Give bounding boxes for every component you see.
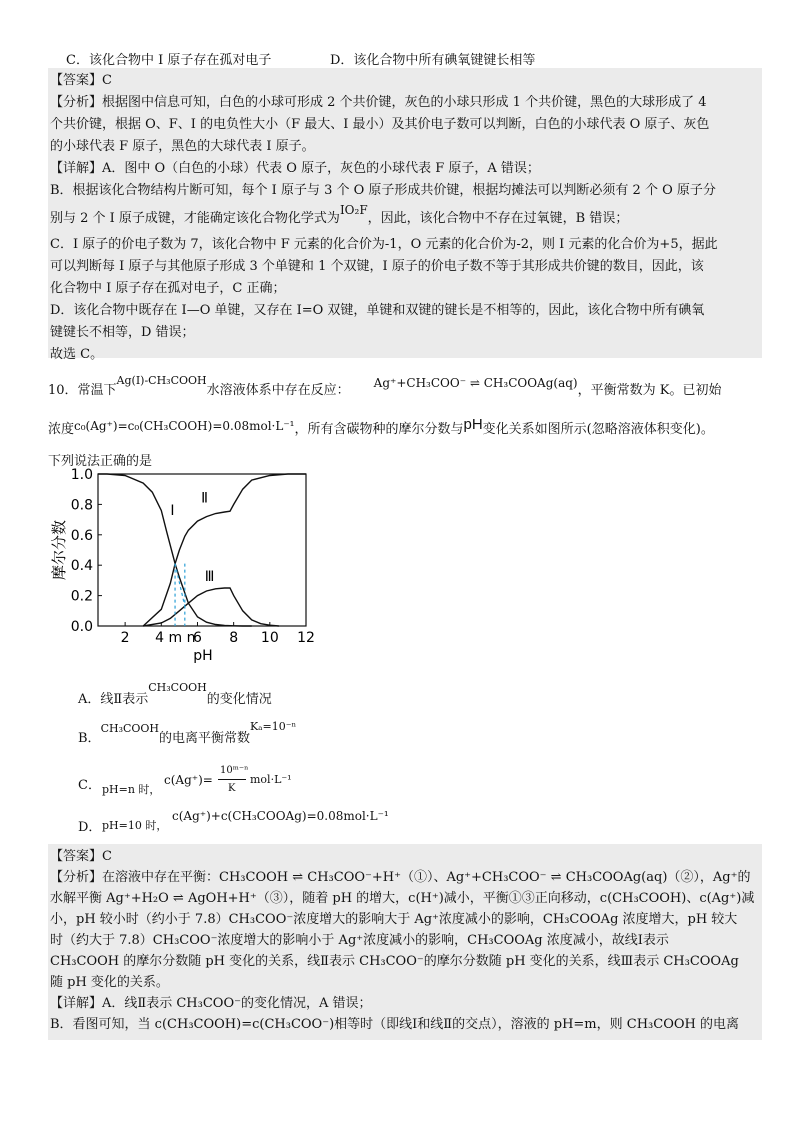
q9-detail-a: 【详解】A．图中 O（白色的小球）代表 O 原子，灰色的小球代表 F 原子，A 错误； — [50, 161, 540, 176]
option-a — [78, 680, 272, 717]
x-tick-label: 10 — [260, 630, 279, 646]
x-tick-label: 12 — [297, 630, 315, 646]
option-c-lhs: c(Ag⁺)= — [164, 773, 213, 787]
series-line-2 — [143, 474, 306, 626]
q9-solution-block — [48, 68, 762, 362]
x-tick-label-4mn: 4 m n — [155, 630, 196, 646]
q9-detail-d: 键键长不相等，D 错误； — [50, 325, 195, 340]
q9-detail-b2: 别与 2 个 I 原子成键，才能确定该化合物化学式为 — [50, 211, 340, 226]
q10-text: 浓度 — [48, 422, 75, 437]
question-number: 10．常温下 — [48, 383, 117, 398]
x-tick-label: 2 — [120, 630, 130, 646]
option-c-cond: pH=n 时， — [102, 783, 161, 796]
q10-ph: pH — [463, 416, 483, 433]
y-tick-label: 0.6 — [70, 527, 93, 544]
q10-detail-b: B．看图可知，当 c(CH₃COOH)=c(CH₃COO⁻)相等时（即线Ⅰ和线Ⅱ的交点），溶液的 pH=m，则 CH₃COOH 的电离 — [50, 1017, 739, 1032]
option-a-formula: CH₃COOH — [148, 680, 207, 694]
y-tick-label: 0.0 — [70, 619, 93, 635]
series-line-3 — [143, 588, 279, 626]
q9-detail-c: 可以判断每 I 原子与其他原子形成 3 个单键和 1 个双键，I 原子的价电子数不等于其形成共价键的数目，因此，该 — [50, 259, 704, 274]
series-line-1 — [98, 474, 252, 626]
q10-system: Ag(Ⅰ)-CH₃COOH — [116, 373, 207, 387]
option-d-cond: pH=10 时， — [102, 819, 168, 832]
q9-analysis-line: 个共价键，根据 O、F、I 的电负性大小（F 最大、I 最小）及其价电子数可以判断，白色的小球代表 O 原子、灰色 — [50, 117, 710, 132]
option-a-text: 的变化情况 — [206, 692, 272, 707]
option-b-expr: Kₐ=10⁻ⁿ — [250, 719, 297, 733]
q10-analysis-line: 时（约大于 7.8）CH₃COO⁻浓度增大的影响小于 Ag⁺浓度减小的影响，CH₃COOAg 浓度减小，故线Ⅰ表示 — [50, 933, 669, 948]
formula-io2f: IO₂F — [339, 203, 368, 217]
mole-fraction-chart — [44, 464, 324, 674]
q9-choice: 故选 C。 — [50, 347, 104, 362]
y-tick-label: 0.2 — [70, 588, 93, 605]
option-a-label: A．线Ⅱ表示 — [78, 692, 149, 707]
option-c-label: C． — [78, 778, 101, 793]
fraction-bar — [218, 779, 246, 780]
x-tick-label: 8 — [229, 630, 239, 646]
series-label-3: Ⅲ — [204, 568, 215, 585]
q10-analysis-line: 随 pH 变化的关系。 — [50, 975, 169, 990]
y-tick-label: 1.0 — [70, 467, 93, 483]
q10-line2 — [48, 414, 714, 444]
q9-detail-c: C．I 原子的价电子数为 7，该化合物中 F 元素的化合价为-1，O 元素的化合价为-2，则 I 元素的化合价为+5，据此 — [50, 237, 718, 252]
q10-equation: Ag⁺+CH₃COO⁻ ⇌ CH₃COOAg(aq) — [373, 375, 578, 390]
option-c-unit: mol·L⁻¹ — [250, 773, 292, 786]
q9-detail-c: 化合物中 I 原子存在孤对电子，C 正确； — [50, 281, 286, 296]
option-d-prev: D．该化合物中所有碘氧键键长相等 — [330, 53, 536, 68]
option-c-numerator: 10ᵐ⁻ⁿ — [220, 765, 249, 776]
q10-line1 — [48, 373, 722, 406]
q9-detail-b: B．根据该化合物结构片断可知，每个 I 原子与 3 个 O 原子形成共价键，根据均摊法可以判断必须有 2 个 O 原子分 — [50, 183, 716, 198]
option-c-prev: C．该化合物中 I 原子存在孤对电子 — [66, 53, 272, 68]
option-d-expr: c(Ag⁺)+c(CH₃COOAg)=0.08mol·L⁻¹ — [172, 809, 389, 823]
q10-analysis-line: 水解平衡 Ag⁺+H₂O ⇌ AgOH+H⁺（③），随着 pH 的增大，c(H⁺)减小，平衡①③正向移动，c(CH₃COOH)、c(Ag⁺)减 — [50, 891, 755, 906]
option-b-text: 的电离平衡常数 — [159, 731, 251, 746]
q10-text: ，平衡常数为 K。已初始 — [577, 383, 722, 398]
q10-prompt: 下列说法正确的是 — [48, 454, 153, 469]
series-label-2: Ⅱ — [201, 490, 208, 507]
y-tick-label: 0.8 — [70, 497, 93, 514]
option-d-label: D． — [78, 820, 102, 835]
y-axis-label: 摩尔分数 — [50, 519, 68, 581]
q9-detail-d: D．该化合物中既存在 I—O 单键，又存在 I=O 双键，单键和双键的键长是不相等的，因此，该化合物中所有碘氧 — [50, 303, 705, 318]
y-tick-label: 0.4 — [70, 558, 93, 575]
series-label-1: Ⅰ — [170, 503, 175, 520]
q9-analysis-line: 的小球代表 F 原子，黑色的大球代表 I 原子。 — [50, 139, 315, 154]
q9-analysis-line: 【分析】根据图中信息可知，白色的小球可形成 2 个共价键，灰色的小球只形成 1 个共价键，黑色的大球形成了 4 — [50, 95, 707, 110]
q10-analysis-line: CH₃COOH 的摩尔分数随 pH 变化的关系，线Ⅱ表示 CH₃COO⁻的摩尔分数随 pH 变化的关系，线Ⅲ表示 CH₃COOAg — [50, 954, 739, 969]
option-b-formula: CH₃COOH — [100, 721, 160, 735]
marker-diagonal-line — [175, 564, 185, 607]
q9-detail-b2-tail: ，因此，该化合物中不存在过氧键，B 错误； — [367, 211, 629, 226]
q10-text: ，所有含碳物种的摩尔分数与 — [294, 422, 464, 437]
option-b — [78, 719, 297, 756]
x-axis-label: pH — [193, 648, 213, 664]
x-tick-label: 6 — [193, 630, 202, 646]
q10-concentration: c₀(Ag⁺)=c₀(CH₃COOH)=0.08mol·L⁻¹ — [74, 418, 295, 433]
q10-analysis-line: 【分析】在溶液中存在平衡：CH₃COOH ⇌ CH₃COO⁻+H⁺（①）、Ag⁺+CH₃COO⁻ ⇌ CH₃COOAg(aq)（②），Ag⁺的 — [50, 870, 751, 885]
q10-solution-block — [48, 844, 762, 1040]
q10-analysis-line: 小，pH 较小时（约小于 7.8）CH₃COO⁻浓度增大的影响大于 Ag⁺浓度减小的影响，CH₃COOAg 浓度增大，pH 较大 — [50, 912, 738, 927]
q10-detail-a: 【详解】A．线Ⅱ表示 CH₃COO⁻的变化情况，A 错误； — [50, 996, 372, 1011]
option-c-denominator: K — [228, 783, 236, 794]
q10-text: 水溶液体系中存在反应： — [206, 383, 350, 398]
q9-answer: 【答案】C — [50, 73, 112, 88]
q10-text: 变化关系如图所示(忽略溶液体积变化)。 — [482, 422, 714, 437]
q10-answer: 【答案】C — [50, 849, 112, 864]
option-b-label: B． — [78, 731, 101, 746]
